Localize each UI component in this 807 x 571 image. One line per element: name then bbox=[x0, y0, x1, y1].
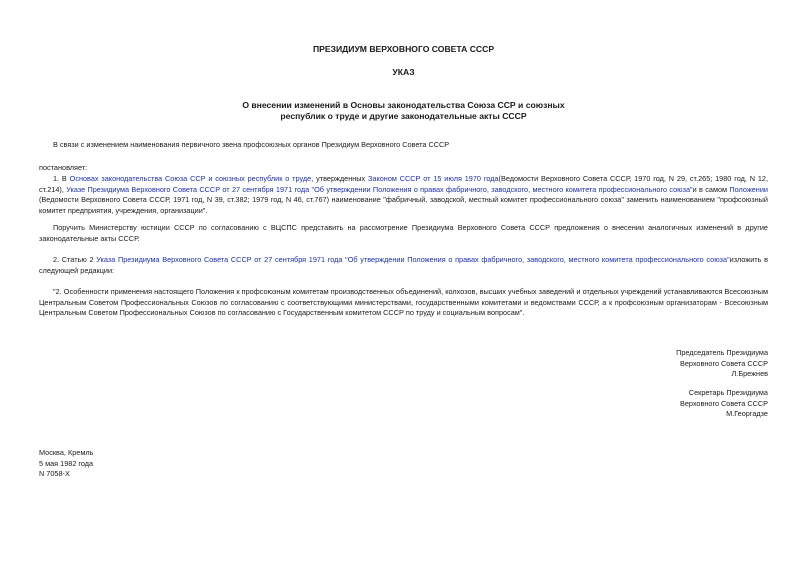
signature-name: М.Георгадзе bbox=[726, 409, 768, 418]
preamble-paragraph: В связи с изменением наименования первичного звена профсоюзных органов Президиум Верховного Совета СССР bbox=[53, 140, 450, 149]
link-decree-1971-article[interactable]: Указа Президиума Верховного Совета СССР от 27 сентября 1971 года "Об утверждении Положения о правах фабричного, заводского, местного комитета профессионального союза" bbox=[96, 255, 730, 264]
decrees-label: постановляет: bbox=[39, 163, 88, 172]
signature-body: Верховного Совета СССР bbox=[679, 398, 768, 408]
item-1-text-4: и в самом bbox=[692, 184, 730, 194]
signature-position: Председатель Президиума bbox=[676, 348, 768, 357]
signature-block-chairman bbox=[676, 348, 768, 380]
signature-body: Верховного Совета СССР bbox=[679, 358, 768, 368]
signature-block-secretary bbox=[680, 388, 768, 420]
link-decree-1971[interactable]: Указе Президиума Верховного Совета СССР от 27 сентября 1971 года "Об утверждении Положения о правах фабричного, заводского, местного комитета профессионального союза" bbox=[66, 184, 693, 194]
signature-position: Секретарь Президиума bbox=[688, 388, 768, 397]
item-1-text-1: 1. В bbox=[53, 174, 70, 183]
item-2-text-2: изложить в следующей редакции: bbox=[39, 255, 768, 275]
document-type-heading: УКАЗ bbox=[392, 67, 415, 77]
issuer-heading: ПРЕЗИДИУМ ВЕРХОВНОГО СОВЕТА СССР bbox=[312, 44, 495, 54]
document-title-line-1: О внесении изменений в Основы законодательства Союза ССР и союзных bbox=[242, 100, 565, 110]
item-1-text-5: (Ведомости Верховного Совета СССР, 1971 год, N 39, ст.382; 1979 год, N 46, ст.767) наименование "фабричный, заводской, местный комитет профессионального союза" заменить наименованием "профсоюзный комитет предприятия, учреждения, организации". bbox=[39, 195, 768, 215]
document-number: N 7058-X bbox=[39, 469, 70, 478]
item-1-second-paragraph: Поручить Министерству юстиции СССР по согласованию с ВЦСПС представить на рассмотрение Президиума Верховного Совета СССР предложения о внесении аналогичных изменений в другие законодательные акты СССР. bbox=[39, 223, 768, 243]
date-text: 5 мая 1982 года bbox=[39, 458, 94, 468]
item-2-paragraph bbox=[39, 255, 768, 276]
link-regulation[interactable]: Положении bbox=[729, 184, 768, 194]
signature-name: Л.Брежнев bbox=[731, 369, 768, 378]
place-text: Москва, Кремль bbox=[39, 448, 94, 457]
link-labor-law-fundamentals[interactable]: Основах законодательства Союза ССР и союзных республик о труде bbox=[69, 174, 312, 183]
place-date-block bbox=[39, 448, 93, 480]
item-2-text-1: 2. Статью 2 bbox=[53, 255, 97, 264]
document-title-line-2: республик о труде и другие законодательные акты СССР bbox=[280, 111, 527, 121]
link-law-1970[interactable]: Законом СССР от 15 июля 1970 года bbox=[368, 174, 499, 183]
item-1-text-2: , утвержденных bbox=[311, 174, 368, 183]
item-1-text-3: (Ведомости Верховного Совета СССР, 1970 год, N 29, ст.265; 1980 год, N 12, ст.214), bbox=[39, 174, 768, 194]
document-title bbox=[0, 100, 807, 122]
quoted-article-paragraph: "2. Особенности применения настоящего Положения к профсоюзным комитетам производственных объединений, колхозов, высших учебных заведений и отдельных учреждений устанавливаются Всесоюзным Центральным Советом Профессиональных Союзов по согласованию с соответствующими министерствами, государственными комитетами и ведомствами СССР, а к профсоюзным организаторам - Всесоюзным Центральным Советом Профессиональных Союзов по согласованию с Государственным комитетом СССР по труду и социальным вопросам". bbox=[39, 287, 768, 317]
item-1-paragraph bbox=[39, 174, 768, 216]
